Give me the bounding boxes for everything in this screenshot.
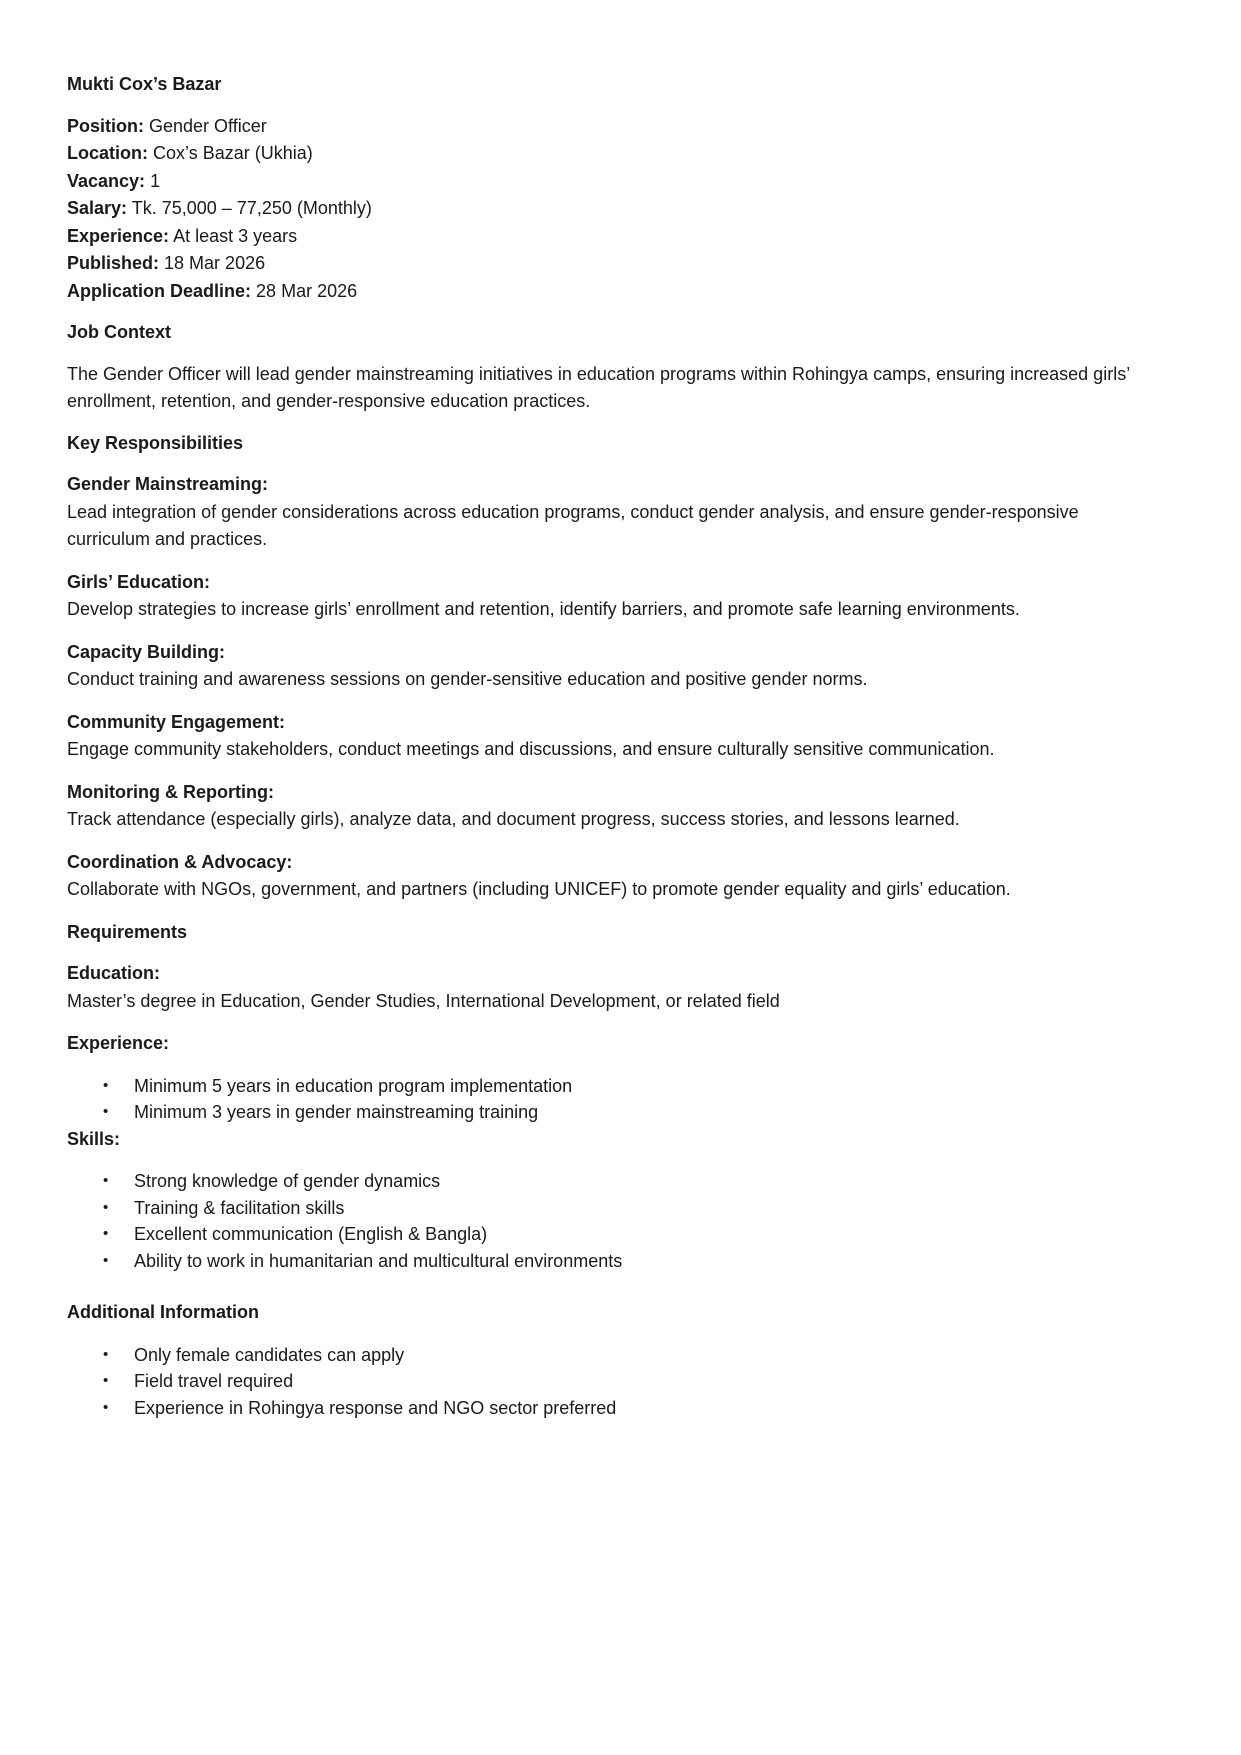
responsibility-heading: Capacity Building: (67, 641, 226, 662)
experience-bullet-list (67, 1073, 1144, 1126)
info-line-vacancy (67, 168, 1144, 196)
info-label: Vacancy: (67, 170, 146, 191)
responsibility-heading: Girls’ Education: (67, 571, 211, 592)
section-heading-experience: Experience: (67, 1033, 170, 1053)
bullet-text: Strong knowledge of gender dynamics (134, 1171, 441, 1191)
info-value: Gender Officer (149, 115, 267, 136)
responsibility-text: Track attendance (especially girls), analyze data, and document progress, success stories, and lessons learned. (67, 809, 960, 829)
bullet-text: Only female candidates can apply (134, 1344, 405, 1365)
responsibility-text: Lead integration of gender considerations across education programs, conduct gender analysis, and ensure gender-responsive curriculum and practices. (67, 501, 1079, 549)
skills-bullet-list (67, 1168, 1144, 1274)
bullet-text: Excellent communication (English & Bangla) (134, 1224, 488, 1244)
job-context-paragraph: The Gender Officer will lead gender mainstreaming initiatives in education programs within Rohingya camps, ensuring increased girls’ enrollment, retention, and gender-responsive education practices. (67, 363, 1130, 411)
info-line-location (67, 140, 1144, 168)
responsibility-heading: Community Engagement: (67, 711, 286, 732)
responsibility-heading: Monitoring & Reporting: (67, 781, 274, 802)
info-label: Experience: (67, 225, 170, 246)
list-item (67, 1099, 1144, 1126)
list-item (67, 1342, 1144, 1369)
responsibility-section-gender-mainstreaming (67, 471, 1144, 554)
list-item (67, 1073, 1144, 1100)
list-item (67, 1248, 1144, 1275)
list-item (67, 1368, 1144, 1395)
info-label: Position: (67, 115, 144, 136)
bullet-icon: • (103, 1225, 109, 1242)
bullet-icon: • (103, 1198, 109, 1216)
bullet-text: Minimum 5 years in education program implementation (134, 1075, 573, 1096)
info-label: Salary: (67, 198, 128, 218)
responsibility-section-community-engagement (67, 709, 1144, 764)
bullet-text: Ability to work in humanitarian and multicultural environments (134, 1250, 623, 1271)
bullet-text: Experience in Rohingya response and NGO sector preferred (134, 1397, 617, 1418)
responsibility-text: Engage community stakeholders, conduct meetings and discussions, and ensure culturally sensitive communication. (67, 739, 995, 759)
info-line-experience (67, 223, 1144, 251)
list-item (67, 1195, 1144, 1222)
responsibility-section-monitoring-reporting (67, 779, 1144, 834)
info-value: Tk. 75,000 – 77,250 (Monthly) (131, 198, 372, 218)
bullet-text: Minimum 3 years in gender mainstreaming training (134, 1102, 539, 1122)
list-item (67, 1395, 1144, 1422)
info-label: Published: (67, 253, 160, 273)
bullet-icon: • (103, 1076, 109, 1094)
bullet-icon: • (103, 1398, 109, 1416)
info-value: At least 3 years (173, 225, 298, 246)
section-heading-key-responsibilities: Key Responsibilities (67, 432, 244, 453)
section-heading-requirements: Requirements (67, 921, 188, 942)
education-text: Master’s degree in Education, Gender Studies, International Development, or related field (67, 990, 780, 1011)
info-label: Location: (67, 143, 148, 163)
bullet-icon: • (103, 1172, 109, 1189)
section-heading-job-context: Job Context (67, 322, 172, 342)
info-line-salary (67, 195, 1144, 223)
info-line-published (67, 250, 1144, 278)
bullet-icon: • (103, 1345, 109, 1363)
info-line-position (67, 113, 1144, 141)
responsibility-text: Collaborate with NGOs, government, and partners (including UNICEF) to promote gender equality and girls’ education. (67, 879, 1011, 899)
page-title: Mukti Cox’s Bazar (67, 74, 222, 94)
bullet-icon: • (103, 1372, 109, 1389)
responsibility-section-capacity-building (67, 639, 1144, 694)
info-line-deadline (67, 278, 1144, 306)
responsibility-section-coordination-advocacy (67, 849, 1144, 904)
section-heading-additional-information: Additional Information (67, 1302, 259, 1322)
education-section (67, 960, 1144, 1015)
info-label: Application Deadline: (67, 280, 252, 301)
info-value: 18 Mar 2026 (164, 253, 266, 273)
bullet-text: Field travel required (134, 1371, 294, 1391)
responsibility-section-girls-education (67, 569, 1144, 624)
responsibility-heading: Coordination & Advocacy: (67, 851, 293, 872)
info-value: 28 Mar 2026 (256, 280, 358, 301)
responsibility-text: Conduct training and awareness sessions on gender-sensitive education and positive gender norms. (67, 669, 868, 689)
info-value: 1 (150, 170, 161, 191)
job-info-block (67, 113, 1144, 306)
section-heading-skills: Skills: (67, 1128, 121, 1149)
bullet-text: Training & facilitation skills (134, 1197, 345, 1218)
bullet-icon: • (103, 1103, 109, 1120)
list-item (67, 1221, 1144, 1248)
responsibility-heading: Gender Mainstreaming: (67, 474, 269, 494)
additional-bullet-list (67, 1342, 1144, 1422)
info-value: Cox’s Bazar (Ukhia) (153, 143, 313, 163)
list-item (67, 1168, 1144, 1195)
responsibility-text: Develop strategies to increase girls’ enrollment and retention, identify barriers, and promote safe learning environments. (67, 599, 1020, 619)
education-heading: Education: (67, 963, 160, 983)
bullet-icon: • (103, 1251, 109, 1269)
